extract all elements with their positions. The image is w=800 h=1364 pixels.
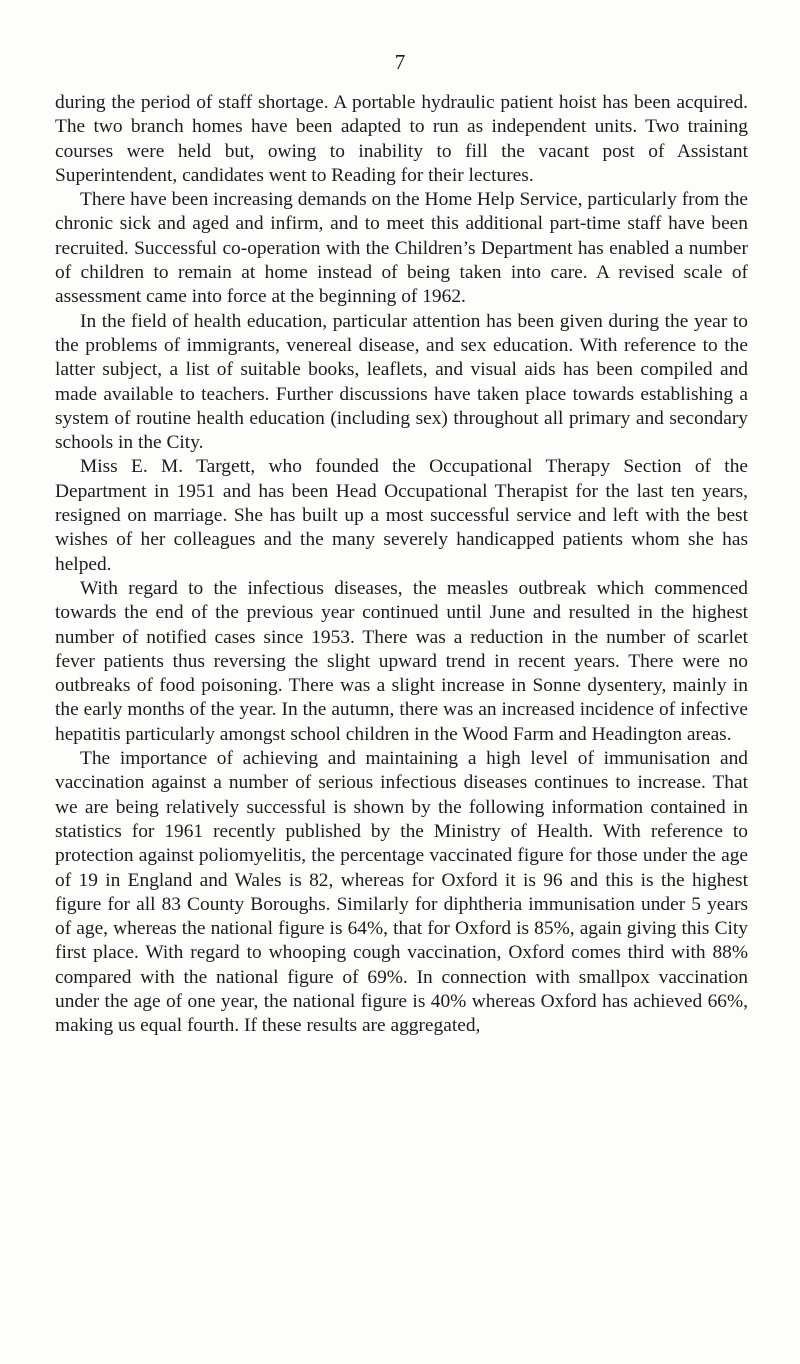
paragraph-infectious-diseases: With regard to the infectious diseases, the measles outbreak which commenced towards the end of the previous year continued until June and resulted in the highest number of notified cases since 1953. There was a reduction in the number of scarlet fever patients thus reversing the slight upward trend in recent years. There were no outbreaks of food poisoning. There was a slight increase in Sonne dysentery, mainly in the early months of the year. In the autumn, there was an increased incidence of infective hepatitis particularly amongst school children in the Wood Farm and Headington areas. [55, 577, 748, 745]
paragraph-occupational-therapy: Miss E. M. Targett, who founded the Occupational Therapy Section of the Department in 1951 and has been Head Occupational Therapist for the last ten years, resigned on marriage. She has built up a most successful service and left with the best wishes of her colleagues and the many severely handicapped patients whom she has helped. [55, 456, 748, 575]
paragraph-health-education: In the field of health education, particular attention has been given during the year to the problems of immigrants, venereal disease, and sex education. With reference to the latter subject, a list of suitable books, leaflets, and visual aids has been compiled and made available to teachers. Further discussions have taken place towards establishing a system of routine health education (including sex) throughout all primary and secondary schools in the City. [55, 310, 748, 454]
body-text [55, 91, 748, 1039]
page-number: 7 [394, 50, 406, 74]
paragraph-staff-shortage: during the period of staff shortage. A portable hydraulic patient hoist has been acquired. The two branch homes have been adapted to run as independent units. Two training courses were held but, owing to inability to fill the vacant post of Assistant Superintendent, candidates went to Reading for their lectures. [55, 92, 748, 186]
paragraph-immunisation: The importance of achieving and maintaining a high level of immunisation and vaccination against a number of serious infectious diseases continues to increase. That we are being relatively successful is shown by the following information contained in statistics for 1961 recently published by the Ministry of Health. With reference to protection against poliomyelitis, the percentage vaccinated figure for those under the age of 19 in England and Wales is 82, whereas for Oxford it is 96 and this is the highest figure for all 83 County Boroughs. Similarly for diphtheria immunisation under 5 years of age, whereas the national figure is 64%, that for Oxford is 85%, again giving this City first place. With regard to whooping cough vaccination, Oxford comes third with 88% compared with the national figure of 69%. In connection with smallpox vaccination under the age of one year, the national figure is 40% whereas Oxford has achieved 66%, making us equal fourth. If these results are aggregated, [55, 748, 748, 1037]
paragraph-home-help-service: There have been increasing demands on the Home Help Service, particularly from the chronic sick and aged and infirm, and to meet this additional part-time staff have been recruited. Successful co-operation with the Children’s Department has enabled a number of children to remain at home instead of being taken into care. A revised scale of assessment came into force at the beginning of 1962. [55, 189, 748, 308]
